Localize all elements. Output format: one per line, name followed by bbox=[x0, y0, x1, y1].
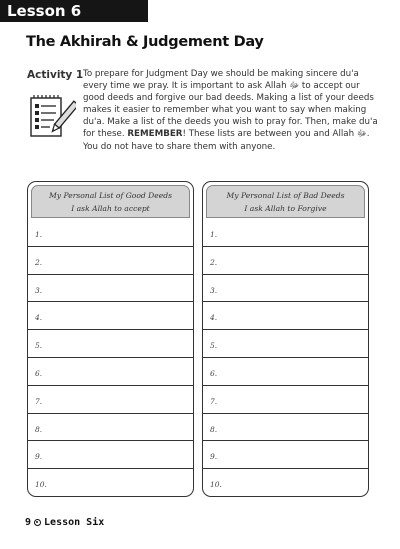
bad-deeds-list bbox=[202, 181, 369, 497]
row-number: 7. bbox=[35, 396, 43, 406]
row-number: 4. bbox=[210, 313, 218, 323]
list-row[interactable] bbox=[203, 247, 368, 275]
list-row[interactable] bbox=[203, 414, 368, 442]
list-row[interactable] bbox=[203, 330, 368, 358]
page-title: The Akhirah & Judgement Day bbox=[26, 34, 264, 50]
good-deeds-list bbox=[27, 181, 194, 497]
list-row[interactable] bbox=[28, 358, 193, 386]
checklist-with-pencil-icon bbox=[28, 94, 76, 140]
list-row[interactable] bbox=[203, 386, 368, 414]
honorific-symbol: ﷻ bbox=[356, 129, 367, 140]
page-number: 9 bbox=[25, 517, 32, 528]
instruction-text-4: . You do not have to share them with anyone. bbox=[83, 129, 370, 152]
row-number: 2. bbox=[210, 257, 218, 267]
row-number: 5. bbox=[35, 341, 43, 351]
instruction-text-3: ! These lists are between you and Allah bbox=[182, 129, 357, 140]
good-deeds-rows bbox=[28, 219, 193, 497]
row-number: 3. bbox=[35, 285, 43, 295]
row-number: 3. bbox=[210, 285, 218, 295]
list-row[interactable] bbox=[203, 469, 368, 497]
instruction-text-2: to accept our good deeds and forgive our bad deeds. Making a list of your deeds makes it easier to remember what you want to say when making du'a. Make a list of the deeds you wish to pray for. Then, make du'a for these. bbox=[83, 81, 378, 140]
lesson-tab: Lesson 6 bbox=[0, 0, 148, 22]
page-footer bbox=[25, 517, 104, 528]
row-number: 4. bbox=[35, 313, 43, 323]
bad-deeds-title: My Personal List of Bad Deeds bbox=[226, 190, 345, 200]
list-row[interactable] bbox=[28, 302, 193, 330]
activity-instructions bbox=[83, 68, 379, 153]
good-deeds-subtitle: I ask Allah to accept bbox=[71, 203, 150, 213]
row-number: 6. bbox=[35, 368, 43, 378]
list-row[interactable] bbox=[28, 469, 193, 497]
list-row[interactable] bbox=[28, 330, 193, 358]
bad-deeds-rows bbox=[203, 219, 368, 497]
instruction-emphasis: REMEMBER bbox=[127, 129, 183, 140]
row-number: 9. bbox=[35, 452, 43, 462]
row-number: 1. bbox=[210, 230, 218, 239]
bad-deeds-heading bbox=[206, 185, 365, 218]
list-row[interactable] bbox=[203, 275, 368, 303]
list-row[interactable] bbox=[28, 414, 193, 442]
footer-bullet-icon bbox=[34, 519, 41, 526]
row-number: 2. bbox=[35, 257, 43, 267]
row-number: 9. bbox=[210, 452, 218, 462]
footer-lesson-name: Lesson Six bbox=[44, 517, 105, 528]
honorific-symbol: ﷻ bbox=[289, 81, 300, 92]
row-number: 10. bbox=[35, 480, 47, 490]
list-row[interactable] bbox=[28, 247, 193, 275]
list-row[interactable] bbox=[28, 441, 193, 469]
row-number: 8. bbox=[210, 424, 218, 434]
list-row[interactable] bbox=[203, 302, 368, 330]
row-number: 8. bbox=[35, 424, 43, 434]
row-number: 1. bbox=[35, 230, 43, 239]
list-row[interactable] bbox=[203, 358, 368, 386]
list-row[interactable] bbox=[203, 219, 368, 247]
row-number: 5. bbox=[210, 341, 218, 351]
bad-deeds-subtitle: I ask Allah to Forgive bbox=[244, 203, 327, 213]
good-deeds-title: My Personal List of Good Deeds bbox=[48, 190, 173, 200]
instruction-text-1: To prepare for Judgment Day we should be making sincere du'a every time we pray. It is important to ask Allah bbox=[83, 69, 359, 92]
activity-label: Activity 1 bbox=[27, 69, 84, 81]
good-deeds-heading bbox=[31, 185, 190, 218]
list-row[interactable] bbox=[28, 386, 193, 414]
list-row[interactable] bbox=[203, 441, 368, 469]
list-row[interactable] bbox=[28, 219, 193, 247]
row-number: 6. bbox=[210, 368, 218, 378]
row-number: 7. bbox=[210, 396, 218, 406]
row-number: 10. bbox=[210, 480, 222, 490]
list-row[interactable] bbox=[28, 275, 193, 303]
